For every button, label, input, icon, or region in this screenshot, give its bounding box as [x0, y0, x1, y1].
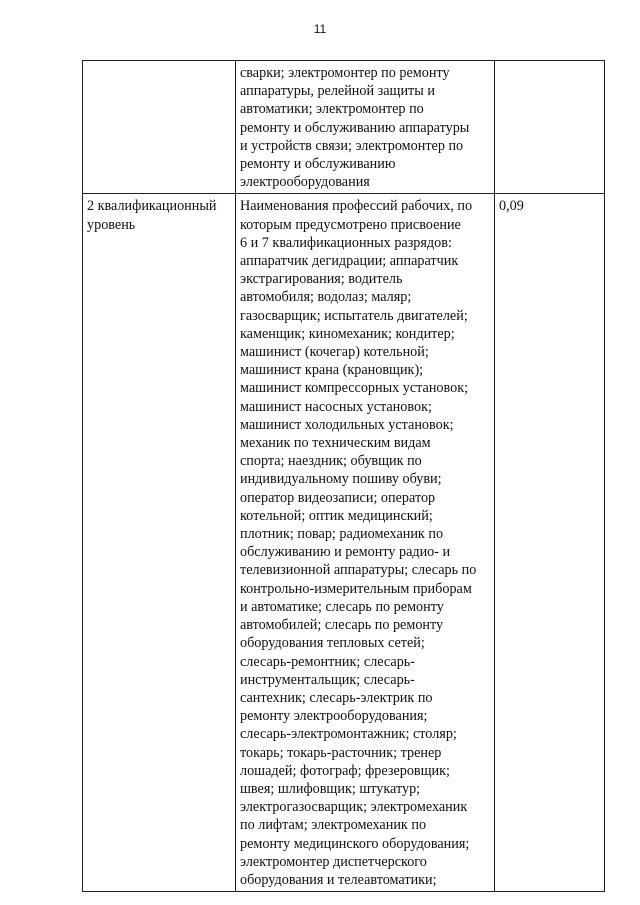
professions-line: электрогазосварщик; электромеханик [240, 799, 468, 816]
professions-line: автомобилей; слесарь по ремонту [240, 617, 444, 634]
professions-line: ремонту электрооборудования; [240, 708, 428, 725]
professions-line: сварки; электромонтер по ремонту [240, 65, 450, 81]
professions-line: ремонту и обслуживанию [240, 156, 396, 173]
professions-line: электрооборудования [240, 174, 370, 191]
professions-line: машинист компрессорных установок; [240, 380, 469, 397]
professions-line: экстрагирования; водитель [240, 271, 403, 288]
professions-cell [236, 194, 495, 892]
professions-line: автоматики; электромонтер по [240, 101, 424, 118]
professions-line: обслуживанию и ремонту радио- и [240, 544, 451, 561]
professions-line: каменщик; киномеханик; кондитер; [240, 325, 455, 342]
professions-line: спорта; наездник; обувщик по [240, 453, 422, 470]
level-cell-empty [83, 61, 236, 194]
professions-line: контрольно-измерительным приборам [240, 580, 472, 597]
table-row-level-2 [83, 194, 605, 892]
professions-line: газосварщик; испытатель двигателей; [240, 307, 468, 324]
professions-line: токарь; токарь-расточник; тренер [240, 744, 442, 761]
professions-line: 6 и 7 квалификационных разрядов: [240, 234, 452, 251]
page-number: 11 [313, 22, 327, 36]
professions-line: телевизионной аппаратуры; слесарь по [240, 562, 477, 579]
professions-line: оборудования и телеавтоматики; [240, 871, 437, 888]
professions-line: аппаратуры, релейной защиты и [240, 83, 435, 100]
level-label-line: уровень [87, 216, 136, 233]
professions-line: аппаратчик дегидрации; аппаратчик [240, 253, 459, 270]
professions-line: котельной; оптик медицинский; [240, 507, 433, 524]
professions-line: машинист холодильных установок; [240, 416, 454, 433]
coefficient-cell-empty [495, 61, 605, 194]
professions-line: инструментальщик; слесарь- [240, 671, 415, 688]
professions-cell [236, 61, 495, 194]
coefficient-value: 0,09 [499, 198, 524, 215]
professions-line: оператор видеозаписи; оператор [240, 489, 436, 506]
professions-line: которым предусмотрено присвоение [240, 216, 461, 233]
professions-line: сантехник; слесарь-электрик по [240, 689, 433, 706]
professions-line: и автоматике; слесарь по ремонту [240, 598, 444, 615]
professions-line: оборудования тепловых сетей; [240, 635, 425, 652]
professions-line: автомобиля; водолаз; маляр; [240, 289, 412, 306]
qualification-table [82, 60, 605, 892]
professions-line: машинист крана (крановщик); [240, 362, 424, 379]
professions-line: слесарь-ремонтник; слесарь- [240, 653, 415, 670]
professions-line: индивидуальному пошиву обуви; [240, 471, 442, 488]
professions-line: ремонту медицинского оборудования; [240, 835, 470, 852]
professions-line: Наименования профессий рабочих, по [240, 198, 473, 215]
professions-line: плотник; повар; радиомеханик по [240, 526, 444, 543]
level-label-line: 2 квалификационный [87, 198, 217, 215]
professions-line: по лифтам; электромеханик по [240, 817, 427, 834]
professions-line: лошадей; фотограф; фрезеровщик; [240, 762, 450, 779]
coefficient-cell [495, 194, 605, 892]
professions-line: швея; шлифовщик; штукатур; [240, 780, 421, 797]
professions-line: ремонту и обслуживанию аппаратуры [240, 119, 470, 136]
professions-line: механик по техническим видам [240, 435, 431, 452]
professions-line: электромонтер диспетчерского [240, 853, 427, 870]
table-row-continuation [83, 61, 605, 194]
professions-line: слесарь-электромонтажник; столяр; [240, 726, 457, 743]
level-cell [83, 194, 236, 892]
professions-line: машинист насосных установок; [240, 398, 432, 415]
professions-line: и устройств связи; электромонтер по [240, 137, 464, 154]
professions-line: машинист (кочегар) котельной; [240, 344, 429, 361]
